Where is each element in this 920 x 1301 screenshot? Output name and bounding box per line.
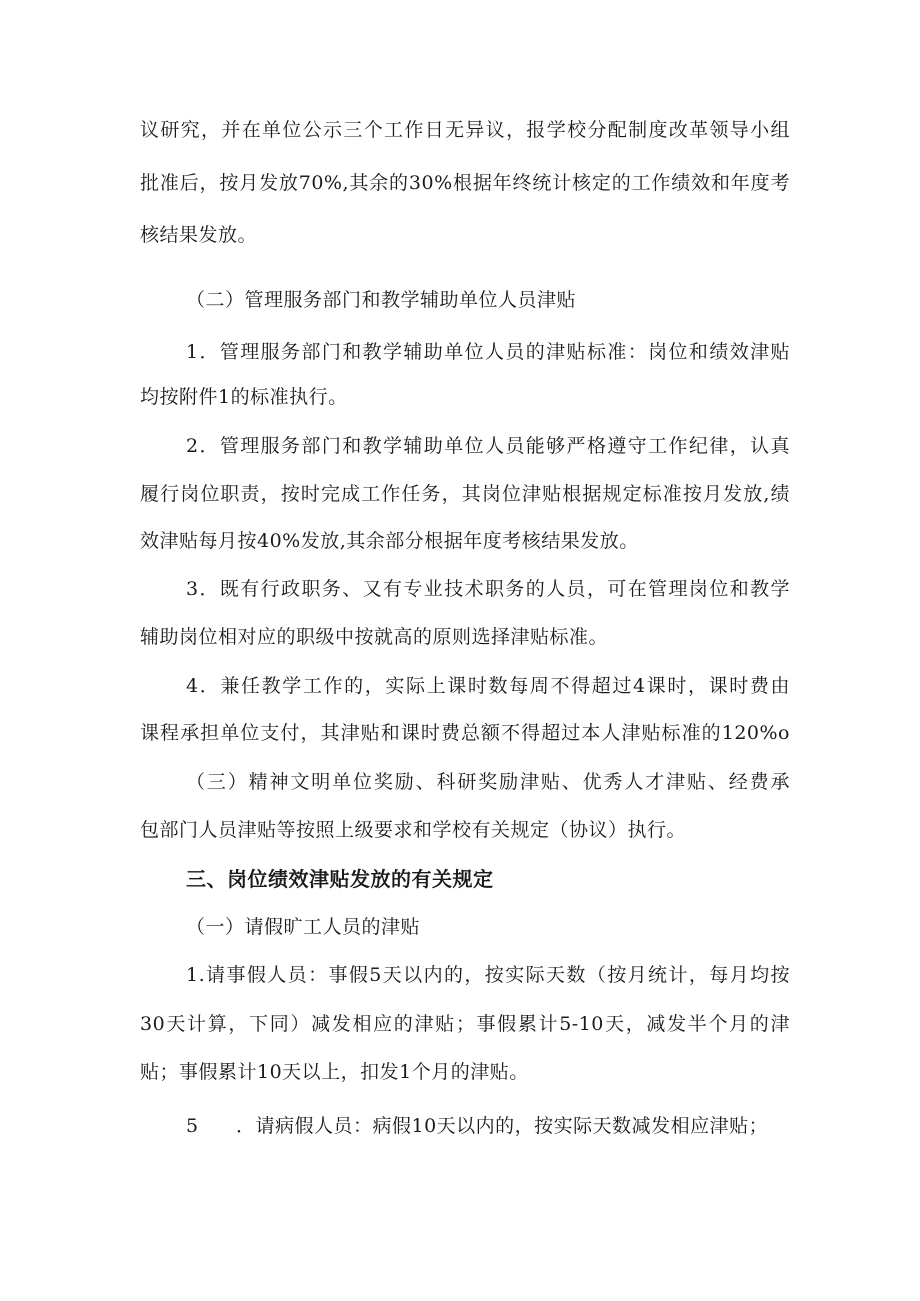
paragraph-line: 包部门人员津贴等按照上级要求和学校有关规定（协议）执行。 [140, 819, 687, 841]
paragraph-line: 议研究，并在单位公示三个工作日无异议，报学校分配制度改革领导小组 [140, 119, 790, 141]
paragraph-line: 1.请事假人员：事假5天以内的，按实际天数（按月统计，每月均按 [186, 964, 790, 986]
paragraph-line: 2．管理服务部门和教学辅助单位人员能够严格遵守工作纪律，认真 [186, 435, 790, 457]
paragraph-line: 课程承担单位支付，其津贴和课时费总额不得超过本人津贴标准的120%o [140, 722, 790, 744]
section-heading: （二）管理服务部门和教学辅助单位人员津贴 [186, 289, 577, 311]
paragraph-line: 4．兼任教学工作的，实际上课时数每周不得超过4课时，课时费由 [186, 675, 790, 697]
paragraph-line: （三）精神文明单位奖励、科研奖励津贴、优秀人才津贴、经费承 [186, 771, 790, 793]
paragraph-line: 3．既有行政职务、又有专业技术职务的人员，可在管理岗位和教学 [186, 578, 790, 600]
paragraph-line: 贴；事假累计10天以上，扣发1个月的津贴。 [140, 1061, 529, 1083]
paragraph-line: 均按附件1的标准执行。 [140, 386, 348, 408]
list-number: 5 [186, 1115, 199, 1137]
subsection-heading: （一）请假旷工人员的津贴 [186, 916, 421, 938]
paragraph-line: 效津贴每月按40%发放,其余部分根据年度考核结果发放。 [140, 530, 639, 552]
paragraph-line: 30天计算，下同）减发相应的津贴；事假累计5-10天，减发半个月的津 [140, 1013, 790, 1035]
section-heading: 三、岗位绩效津贴发放的有关规定 [186, 867, 494, 891]
paragraph-line: 1．管理服务部门和教学辅助单位人员的津贴标准：岗位和绩效津贴 [186, 341, 790, 363]
paragraph-line: 核结果发放。 [140, 224, 258, 246]
paragraph-line: 批准后，按月发放70%,其余的30%根据年终统计核定的工作绩效和年度考 [140, 172, 790, 194]
paragraph-line: 履行岗位职责，按时完成工作任务，其岗位津贴根据规定标准按月发放,绩 [140, 483, 790, 505]
paragraph-line: 辅助岗位相对应的职级中按就高的原则选择津贴标准。 [140, 626, 609, 648]
paragraph-line: ．请病假人员：病假10天以内的，按实际天数减发相应津贴； [236, 1115, 769, 1137]
